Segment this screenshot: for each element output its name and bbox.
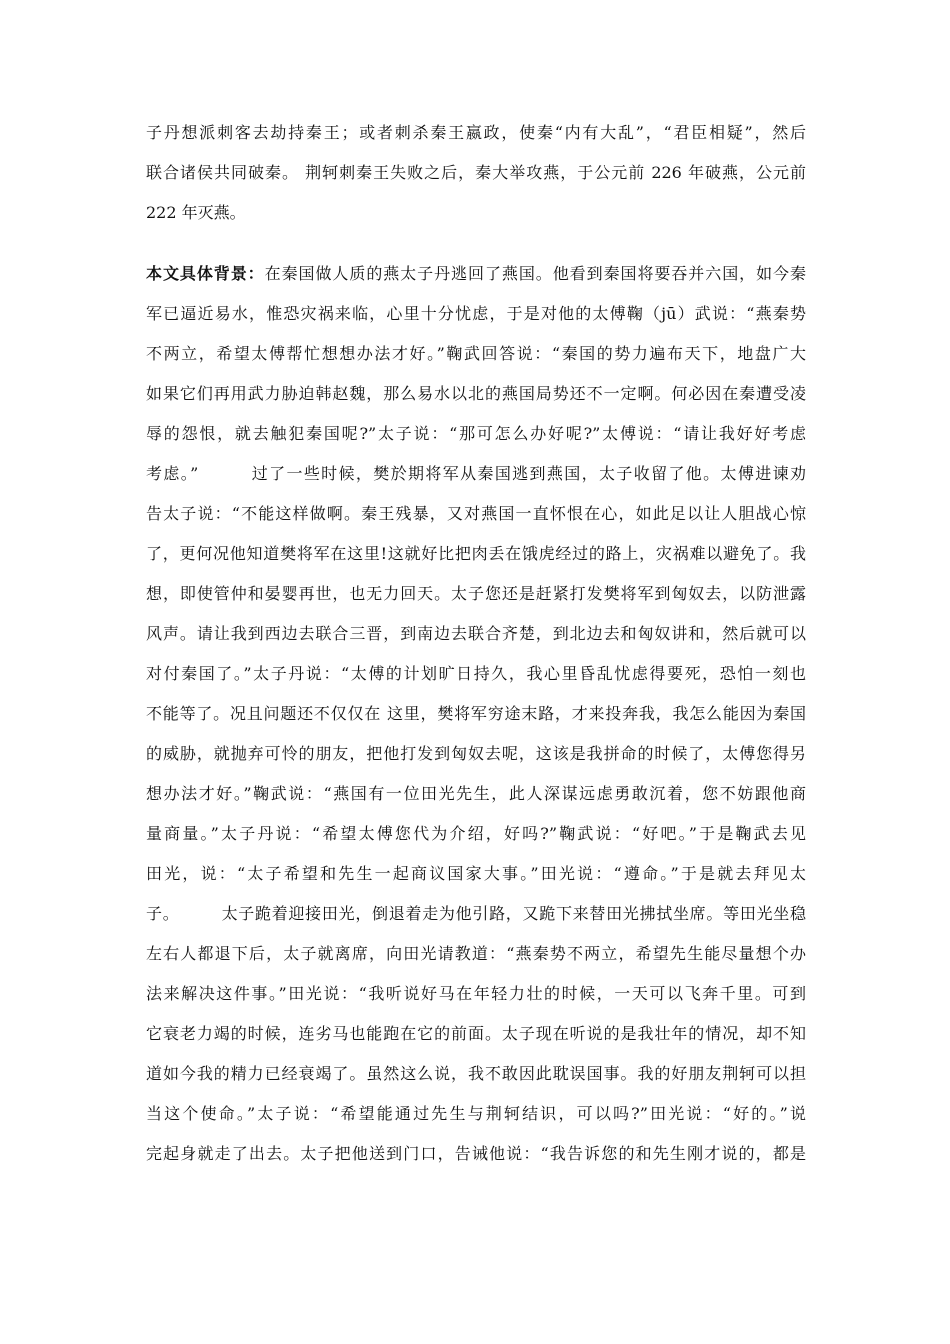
background-line: 不能等了。况且问题还不仅仅在 这里，樊将军穷途末路，才来投奔我，我怎么能因为秦国 [146,704,806,723]
background-line: 左右人都退下后，太子就离席，向田光请教道：“燕秦势不两立，希望先生能尽量想个办 [146,944,806,963]
background-line: 如果它们再用武力胁迫韩赵魏，那么易水以北的燕国局势还不一定啊。何必因在秦遭受凌 [146,384,806,403]
background-line: 想办法才好。”鞠武说：“燕国有一位田光先生，此人深谋远虑勇敢沉着，您不妨跟他商 [146,784,806,803]
background-line: 不两立，希望太傅帮忙想想办法才好。”鞠武回答说：“秦国的势力遍布天下，地盘广大 [146,344,806,363]
background-paragraph [146,254,806,1174]
background-line: 田光，说：“太子希望和先生一起商议国家大事。”田光说：“遵命。”于是就去拜见太 [146,864,806,883]
intro-line: 联合诸侯共同破秦。 荆轲刺秦王失败之后，秦大举攻燕，于公元前 226 年破燕，公元前 [146,163,806,182]
background-first-line [146,254,806,294]
background-heading: 本文具体背景： [146,264,265,283]
background-line: 想，即使管仲和晏婴再世，也无力回天。太子您还是赶紧打发樊将军到匈奴去，以防泄露 [146,584,806,603]
background-line: 道如今我的精力已经衰竭了。虽然这么说，我不敢因此耽误国事。我的好朋友荆轲可以担 [146,1064,806,1083]
background-line: 子。 太子跪着迎接田光，倒退着走为他引路，又跪下来替田光拂拭坐席。等田光坐稳 [146,904,806,923]
background-line: 告太子说：“不能这样做啊。秦王残暴，又对燕国一直怀恨在心，如此足以让人胆战心惊 [146,504,806,523]
background-line: 军已逼近易水，惟恐灾祸来临，心里十分忧虑，于是对他的太傅鞠（jū）武说：“燕秦势 [146,304,806,323]
background-line: 辱的怨恨，就去触犯秦国呢?”太子说：“那可怎么办好呢?”太傅说：“请让我好好考虑 [146,424,806,443]
background-line: 当这个使命。”太子说：“希望能通过先生与荆轲结识，可以吗?”田光说：“好的。”说 [146,1104,806,1123]
background-line: 它衰老力竭的时候，连劣马也能跑在它的前面。太子现在听说的是我壮年的情况，却不知 [146,1024,806,1043]
background-first-line-text: 在秦国做人质的燕太子丹逃回了燕国。他看到秦国将要吞并六国，如今秦 [264,264,806,283]
background-line: 了，更何况他知道樊将军在这里!这就好比把肉丢在饿虎经过的路上，灾祸难以避免了。我 [146,544,806,563]
background-line: 考虑。” 过了一些时候，樊於期将军从秦国逃到燕国，太子收留了他。太傅进谏劝 [146,464,806,483]
background-line: 的威胁，就抛弃可怜的朋友，把他打发到匈奴去呢，这该是我拼命的时候了，太傅您得另 [146,744,806,763]
intro-paragraph [146,113,806,233]
intro-line: 222 年灭燕。 [146,203,246,222]
background-line: 风声。请让我到西边去联合三晋，到南边去联合齐楚，到北边去和匈奴讲和，然后就可以 [146,624,806,643]
background-line: 量商量。”太子丹说：“希望太傅您代为介绍，好吗?”鞠武说：“好吧。”于是鞠武去见 [146,824,806,843]
intro-line: 子丹想派刺客去劫持秦王；或者刺杀秦王嬴政，使秦“内有大乱”，“君臣相疑”，然后 [146,123,806,142]
background-line: 法来解决这件事。”田光说：“我听说好马在年轻力壮的时候，一天可以飞奔千里。可到 [146,984,806,1003]
background-line: 对付秦国了。”太子丹说：“太傅的计划旷日持久，我心里昏乱忧虑得要死，恐怕一刻也 [146,664,806,683]
background-line: 完起身就走了出去。太子把他送到门口，告诫他说：“我告诉您的和先生刚才说的，都是 [146,1144,806,1163]
